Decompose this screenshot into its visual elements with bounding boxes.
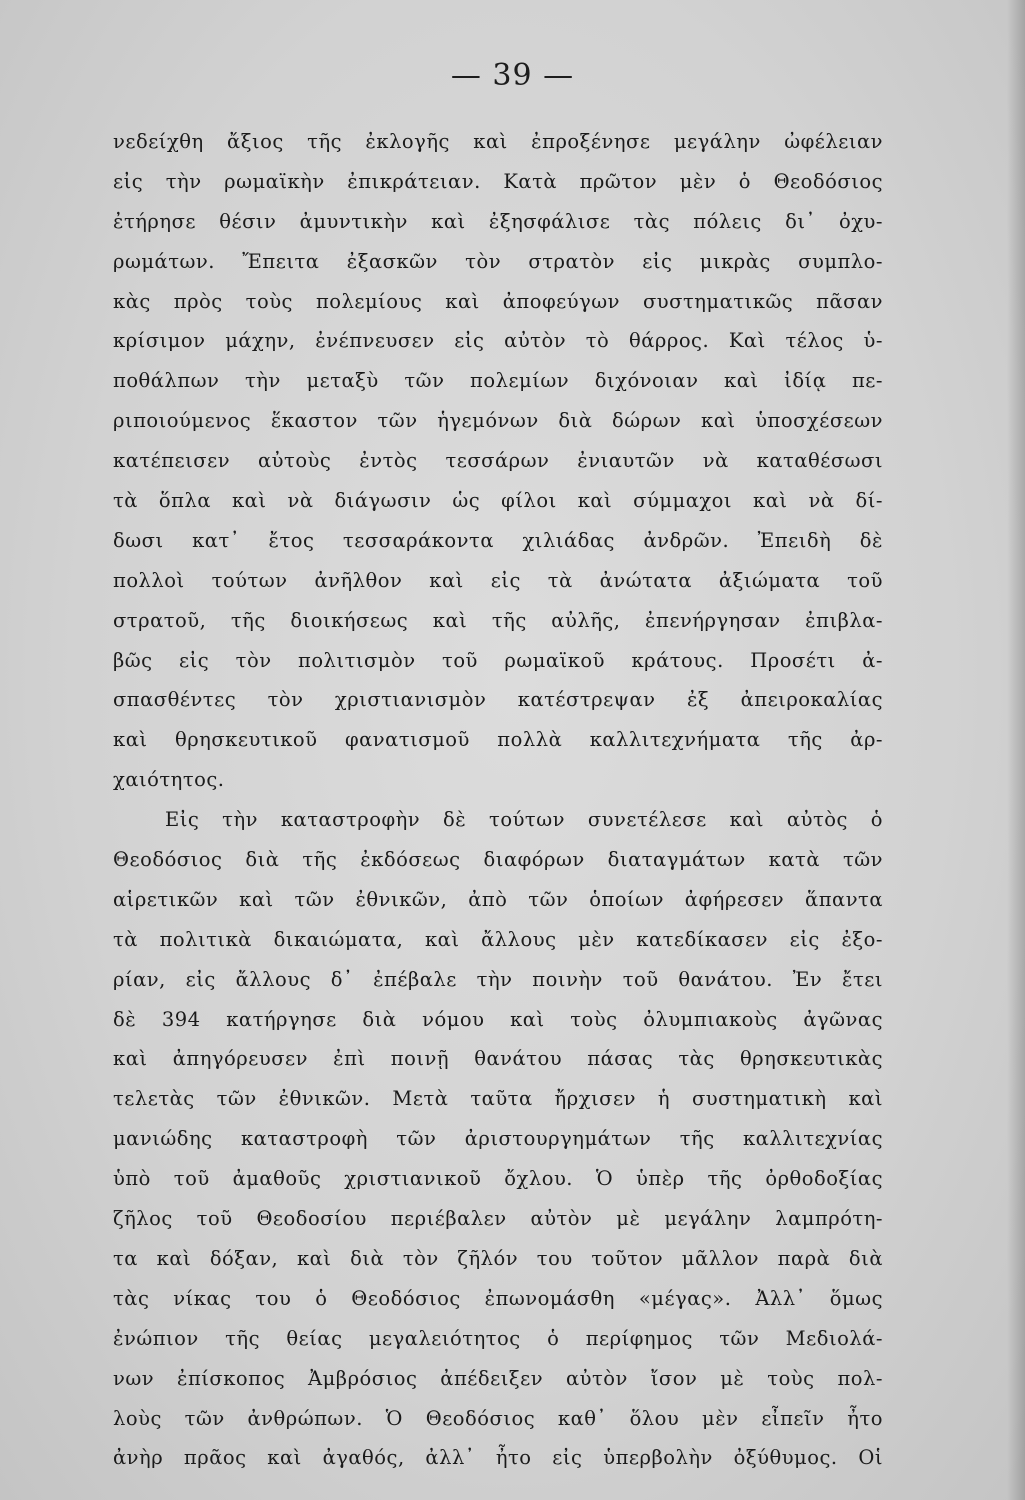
text-line: αἱρετικῶν καὶ τῶν ἐθνικῶν, ἀπὸ τῶν ὁποίων ἀφήρεσεν ἅπαντα (113, 887, 883, 911)
text-line: κατέπεισεν αὐτοὺς ἐντὸς τεσσάρων ἐνιαυτῶν νὰ καταθέσωσι (113, 449, 883, 473)
text-line: κὰς πρὸς τοὺς πολεμίους καὶ ἀποφεύγων συστηματικῶς πᾶσαν (113, 289, 883, 313)
text-line: ποθάλπων τὴν μεταξὺ τῶν πολεμίων διχόνοιαν καὶ ἰδίᾳ πε- (113, 369, 883, 393)
text-line: τελετὰς τῶν ἐθνικῶν. Μετὰ ταῦτα ἤρχισεν ἡ συστηματικὴ καὶ (113, 1087, 883, 1111)
text-line: τὰ πολιτικὰ δικαιώματα, καὶ ἄλλους μὲν κατεδίκασεν εἰς ἐξο- (113, 927, 883, 951)
text-line: τὰ ὅπλα καὶ νὰ διάγωσιν ὡς φίλοι καὶ σύμμαχοι καὶ νὰ δί- (113, 489, 883, 513)
text-line: δωσι κατ᾽ ἔτος τεσσαράκοντα χιλιάδας ἀνδρῶν. Ἐπειδὴ δὲ (113, 528, 883, 552)
text-line: εἰς τὴν ρωμαϊκὴν ἐπικράτειαν. Κατὰ πρῶτον μὲν ὁ Θεοδόσιος (113, 169, 883, 193)
text-line: λοὺς τῶν ἀνθρώπων. Ὁ Θεοδόσιος καθ᾽ ὅλου μὲν εἶπεῖν ἦτο (113, 1406, 883, 1430)
text-line: ζῆλος τοῦ Θεοδοσίου περιέβαλεν αὐτὸν μὲ μεγάλην λαμπρότη- (113, 1207, 883, 1231)
text-line: τα καὶ δόξαν, καὶ διὰ τὸν ζῆλόν του τοῦτον μᾶλλον παρὰ διὰ (113, 1246, 883, 1270)
text-line: πολλοὶ τούτων ἀνῆλθον καὶ εἰς τὰ ἀνώτατα ἀξιώματα τοῦ (113, 568, 883, 592)
text-line: στρατοῦ, τῆς διοικήσεως καὶ τῆς αὐλῆς, ἐπενήργησαν ἐπιβλα- (113, 608, 883, 632)
text-line: ἀνὴρ πρᾶος καὶ ἀγαθός, ἀλλ᾽ ἦτο εἰς ὑπερβολὴν ὀξύθυμος. Οἱ (113, 1446, 883, 1470)
text-line: ὑπὸ τοῦ ἀμαθοῦς χριστιανικοῦ ὄχλου. Ὁ ὑπὲρ τῆς ὀρθοδοξίας (113, 1167, 883, 1191)
text-line: μανιώδης καταστροφὴ τῶν ἀριστουργημάτων τῆς καλλιτεχνίας (113, 1127, 883, 1151)
text-line: ἐτήρησε θέσιν ἀμυντικὴν καὶ ἐξησφάλισε τὰς πόλεις δι᾽ ὀχυ- (113, 209, 883, 233)
text-line: ρίαν, εἰς ἄλλους δ᾽ ἐπέβαλε τὴν ποινὴν τοῦ θανάτου. Ἐν ἔτει (113, 967, 883, 991)
text-line: νων ἐπίσκοπος Ἀμβρόσιος ἀπέδειξεν αὐτὸν ἴσον μὲ τοὺς πολ- (113, 1366, 883, 1390)
text-line: σπασθέντες τὸν χριστιανισμὸν κατέστρεψαν ἐξ ἀπειροκαλίας (113, 688, 883, 712)
text-line: νεδείχθη ἄξιος τῆς ἐκλογῆς καὶ ἐπροξένησε μεγάλην ὠφέλειαν (113, 130, 883, 153)
text-line: Θεοδόσιος διὰ τῆς ἐκδόσεως διαφόρων διαταγμάτων κατὰ τῶν (113, 848, 883, 872)
text-line: δὲ 394 κατήργησε διὰ νόμου καὶ τοὺς ὀλυμπιακοὺς ἀγῶνας (113, 1007, 883, 1031)
text-line: βῶς εἰς τὸν πολιτισμὸν τοῦ ρωμαϊκοῦ κράτους. Προσέτι ἀ- (113, 648, 883, 672)
text-line: κρίσιμον μάχην, ἐνέπνευσεν εἰς αὐτὸν τὸ θάρρος. Καὶ τέλος ὑ- (113, 329, 883, 353)
text-line: ριποιούμενος ἕκαστον τῶν ἡγεμόνων διὰ δώρων καὶ ὑποσχέσεων (113, 409, 883, 433)
text-line: καὶ ἀπηγόρευσεν ἐπὶ ποινῇ θανάτου πάσας τὰς θρησκευτικὰς (113, 1047, 883, 1071)
body-text (113, 122, 883, 1478)
page-edge-shadow (1007, 0, 1025, 1500)
text-line: καὶ θρησκευτικοῦ φανατισμοῦ πολλὰ καλλιτεχνήματα τῆς ἀρ- (113, 728, 883, 752)
paragraph-start-line: Εἰς τὴν καταστροφὴν δὲ τούτων συνετέλεσε καὶ αὐτὸς ὁ (165, 808, 883, 832)
paragraph-end-line: χαιότητος. (113, 768, 225, 792)
text-line: ρωμάτων. Ἔπειτα ἐξασκῶν τὸν στρατὸν εἰς μικρὰς συμπλο- (113, 249, 883, 273)
text-line: τὰς νίκας του ὁ Θεοδόσιος ἐπωνομάσθη «μέγας». Ἀλλ᾽ ὅμως (113, 1286, 883, 1310)
text-line: ἐνώπιον τῆς θείας μεγαλειότητος ὁ περίφημος τῶν Μεδιολά- (113, 1326, 883, 1350)
page-number: — 39 — (450, 58, 575, 93)
